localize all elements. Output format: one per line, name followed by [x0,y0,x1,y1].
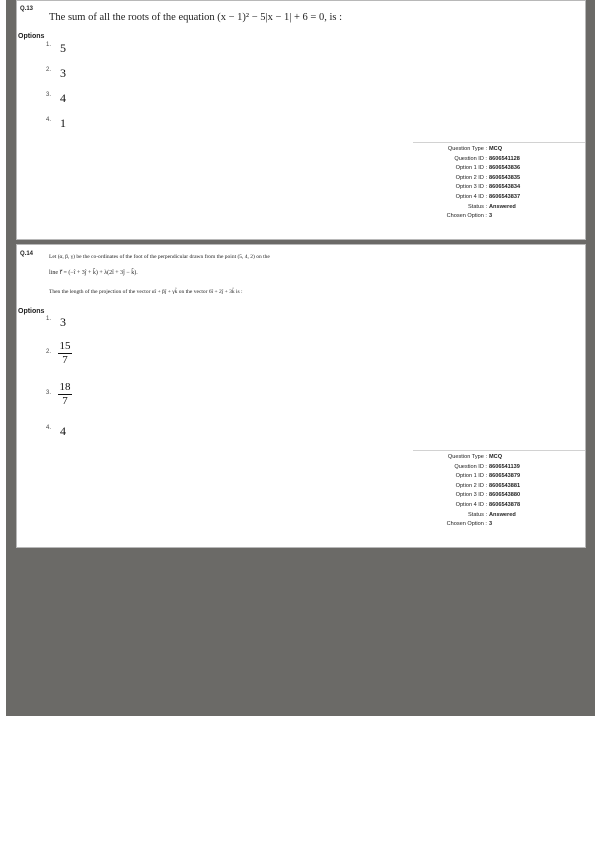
info-question-id: Question ID : 8606541128 [454,155,520,162]
question-info-panel [393,453,573,530]
option-number: 1. [46,42,52,48]
question-info-panel [393,145,573,222]
option-fraction [58,382,72,407]
option-value: 4 [60,91,66,105]
info-divider [413,142,585,143]
info-question-type: Question Type : MCQ [447,454,503,460]
info-question-id: Question ID : 8606541139 [454,463,520,470]
question-number: Q.13 [20,6,34,12]
option-value: 4 [60,424,66,438]
option-value: 3 [60,66,66,80]
option-value: 3 [60,315,66,329]
page-background [6,0,595,716]
info-option1-id: Option 1 ID : 8606543836 [455,165,521,172]
option-number: 4. [46,425,52,431]
question-text-line-1: Let (α, β, γ) be the co-ordinates of the foot of the perpendicular drawn from the point (5, 4, 2) on the [49,254,270,260]
options-label: Options [18,308,45,315]
info-option2-id: Option 2 ID : 8606543835 [455,174,521,181]
info-status: Status : Answered [468,511,516,518]
option-value: 1 [60,116,66,130]
option-fraction [58,341,72,366]
info-chosen-option: Chosen Option : 3 [446,521,493,528]
fraction-denominator: 7 [62,354,68,366]
info-option4-id: Option 4 ID : 8606543878 [455,501,521,508]
info-option2-id: Option 2 ID : 8606543881 [455,482,521,489]
info-option4-id: Option 4 ID : 8606543837 [455,193,521,200]
info-option3-id: Option 3 ID : 8606543834 [455,184,521,191]
question-text-line-3: Then the length of the projection of the vector αî + βĵ + γk̂ on the vector 6î + 2ĵ + 3k̂ is : [49,289,243,295]
question-card-14 [16,244,586,548]
info-status: Status : Answered [468,203,516,210]
fraction-numerator: 18 [59,381,71,393]
fraction-denominator: 7 [62,395,68,407]
options-label: Options [18,33,45,40]
question-card-13 [16,0,586,240]
question-number: Q.14 [20,251,34,257]
info-divider [413,450,585,451]
info-option3-id: Option 3 ID : 8606543880 [455,492,521,499]
info-option1-id: Option 1 ID : 8606543879 [455,473,521,480]
option-number: 2. [46,349,52,355]
fraction-numerator: 15 [59,340,71,352]
question-text-line-2: line r⃗ = (−î + 3ĵ + k̂) + λ(2î + 3ĵ − k̂). [49,270,138,276]
option-number: 1. [46,316,52,322]
question-text: The sum of all the roots of the equation (x − 1)² − 5|x − 1| + 6 = 0, is : [49,12,343,23]
option-number: 3. [46,390,52,396]
option-value: 5 [60,41,66,55]
option-number: 2. [46,67,52,73]
option-number: 4. [46,117,52,123]
info-chosen-option: Chosen Option : 3 [446,213,493,220]
option-number: 3. [46,92,52,98]
info-question-type: Question Type : MCQ [447,146,503,152]
